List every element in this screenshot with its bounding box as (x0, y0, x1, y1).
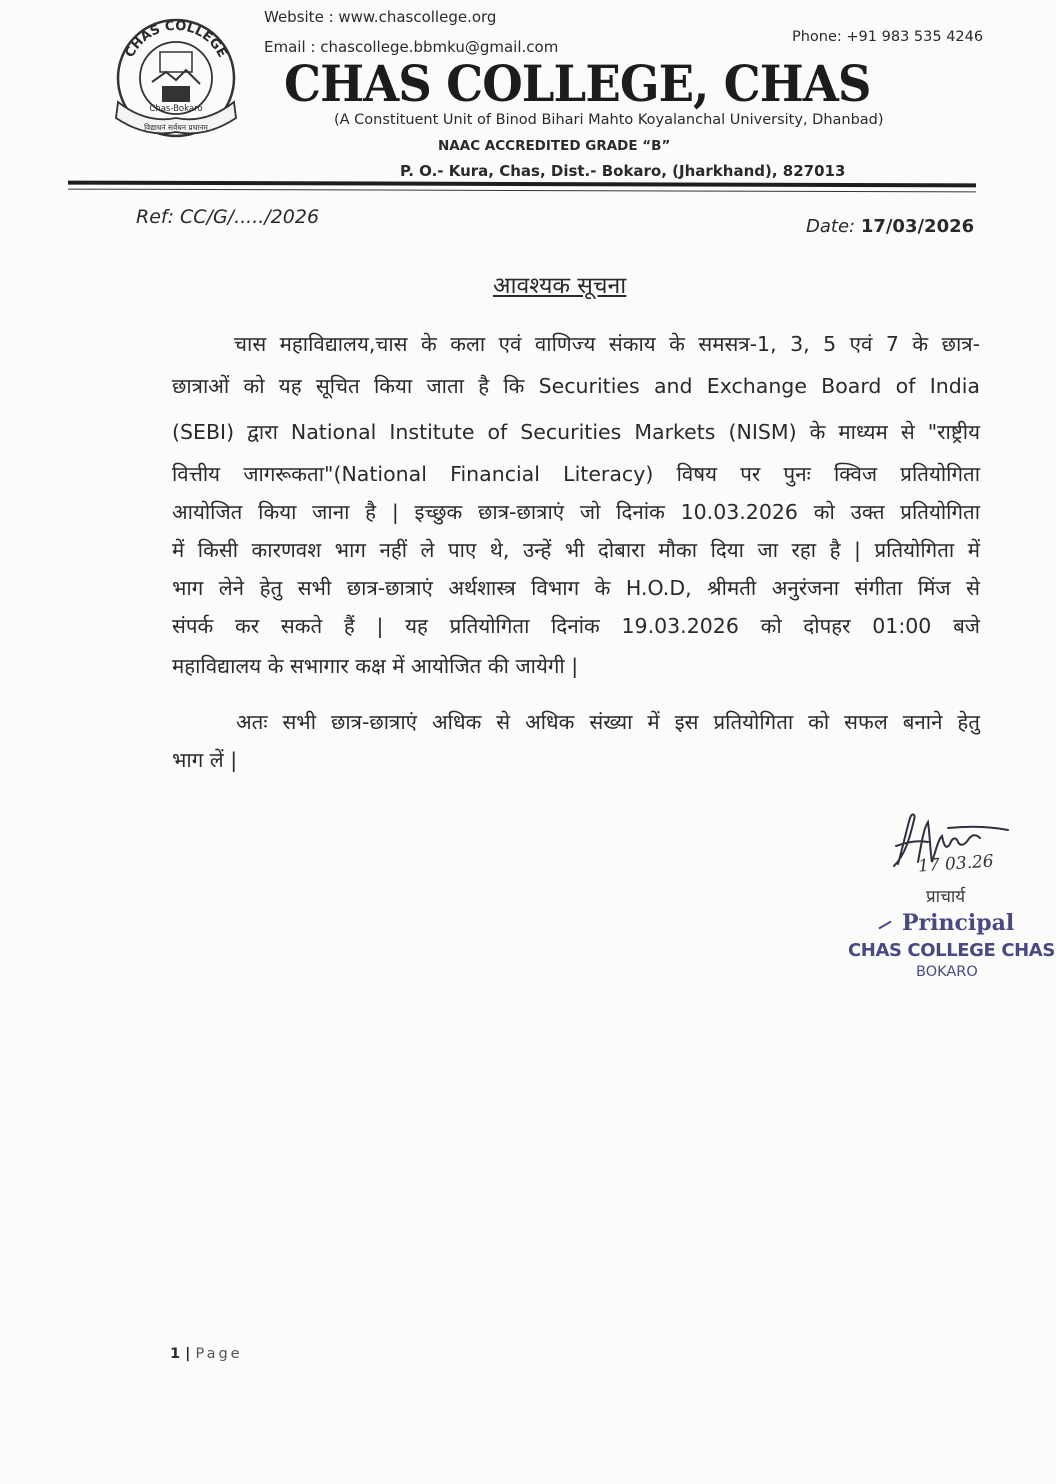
phone-text: Phone: +91 983 535 4246 (792, 29, 984, 45)
header-rule-thin (68, 189, 976, 193)
reference-number: Ref: CC/G/...../2026 (136, 206, 320, 228)
logo-ribbon-text: Chas-Bokaro (149, 104, 203, 114)
notice-line: आयोजित किया जाना है | इच्छुक छात्र-छात्राएं जो दिनांक 10.03.2026 को उक्त प्रतियोगिता (172, 500, 980, 524)
college-address: P. O.- Kura, Chas, Dist.- Bokaro, (Jharkhand), 827013 (400, 162, 846, 180)
svg-text:CHAS COLLEGE (122, 19, 229, 60)
stamp-mark (878, 921, 891, 930)
page-number: 1 (170, 1346, 181, 1362)
notice-line: (SEBI) द्वारा National Institute of Securities Markets (NISM) के माध्यम से "राष्ट्रीय (172, 420, 980, 444)
date-line (806, 216, 974, 237)
email-text: Email : chascollege.bbmku@gmail.com (264, 38, 559, 56)
date-label: Date: (806, 216, 861, 237)
notice-line: छात्राओं को यह सूचित किया जाता है कि Securities and Exchange Board of India (172, 374, 980, 398)
principal-hindi: प्राचार्य (926, 887, 966, 907)
college-name: CHAS COLLEGE, CHAS (284, 54, 871, 113)
notice-line: भाग लें | (172, 748, 238, 772)
signature-date: 17 03.26 (917, 851, 995, 877)
stamp-college-name (848, 940, 1055, 961)
notice-line: महाविद्यालय के सभागार कक्ष में आयोजित की जायेगी | (172, 654, 579, 678)
stamp-city: BOKARO (916, 964, 978, 980)
date-value: 17/03/2026 (860, 216, 975, 237)
page-word: Page (195, 1346, 243, 1362)
notice-line: भाग लेने हेतु सभी छात्र-छात्राएं अर्थशास्त्र विभाग के H.O.D, श्रीमती अनुरंजना संगीता मिंज से (172, 576, 980, 600)
principal-stamp: Principal (902, 910, 1015, 936)
affiliation-text: (A Constituent Unit of Binod Bihari Mahto Koyalanchal University, Dhanbad) (334, 112, 884, 128)
college-logo (106, 6, 246, 146)
naac-grade: NAAC ACCREDITED GRADE “B” (438, 138, 671, 154)
notice-line: अतः सभी छात्र-छात्राएं अधिक से अधिक संख्या में इस प्रतियोगिता को सफल बनाने हेतु (236, 710, 980, 734)
notice-line: में किसी कारणवश भाग नहीं ले पाए थे, उन्हें भी दोबारा मौका दिया जा रहा है | प्रतियोगिता में (172, 538, 980, 562)
notice-line: संपर्क कर सकते हैं | यह प्रतियोगिता दिनांक 19.03.2026 को दोपहर 01:00 बजे (172, 614, 980, 638)
website-text: Website : www.chascollege.org (264, 8, 497, 26)
stamp-college-text: CHAS COLLEGE CHAS (848, 940, 1055, 961)
notice-line: वित्तीय जागरूकता"(National Financial Literacy) विषय पर पुनः क्विज प्रतियोगिता (172, 462, 980, 486)
logo-motto: विद्याधनं सर्वधन प्रधानम् (144, 123, 208, 132)
header-rule-thick (68, 181, 976, 188)
notice-line: चास महाविद्यालय,चास के कला एवं वाणिज्य संकाय के समसत्र-1, 3, 5 एवं 7 के छात्र- (234, 332, 980, 356)
notice-title: आवश्यक सूचना (493, 273, 627, 299)
page-footer (170, 1346, 243, 1362)
logo-top-text: CHAS COLLEGE (122, 18, 230, 61)
page-separator: | (180, 1346, 196, 1362)
